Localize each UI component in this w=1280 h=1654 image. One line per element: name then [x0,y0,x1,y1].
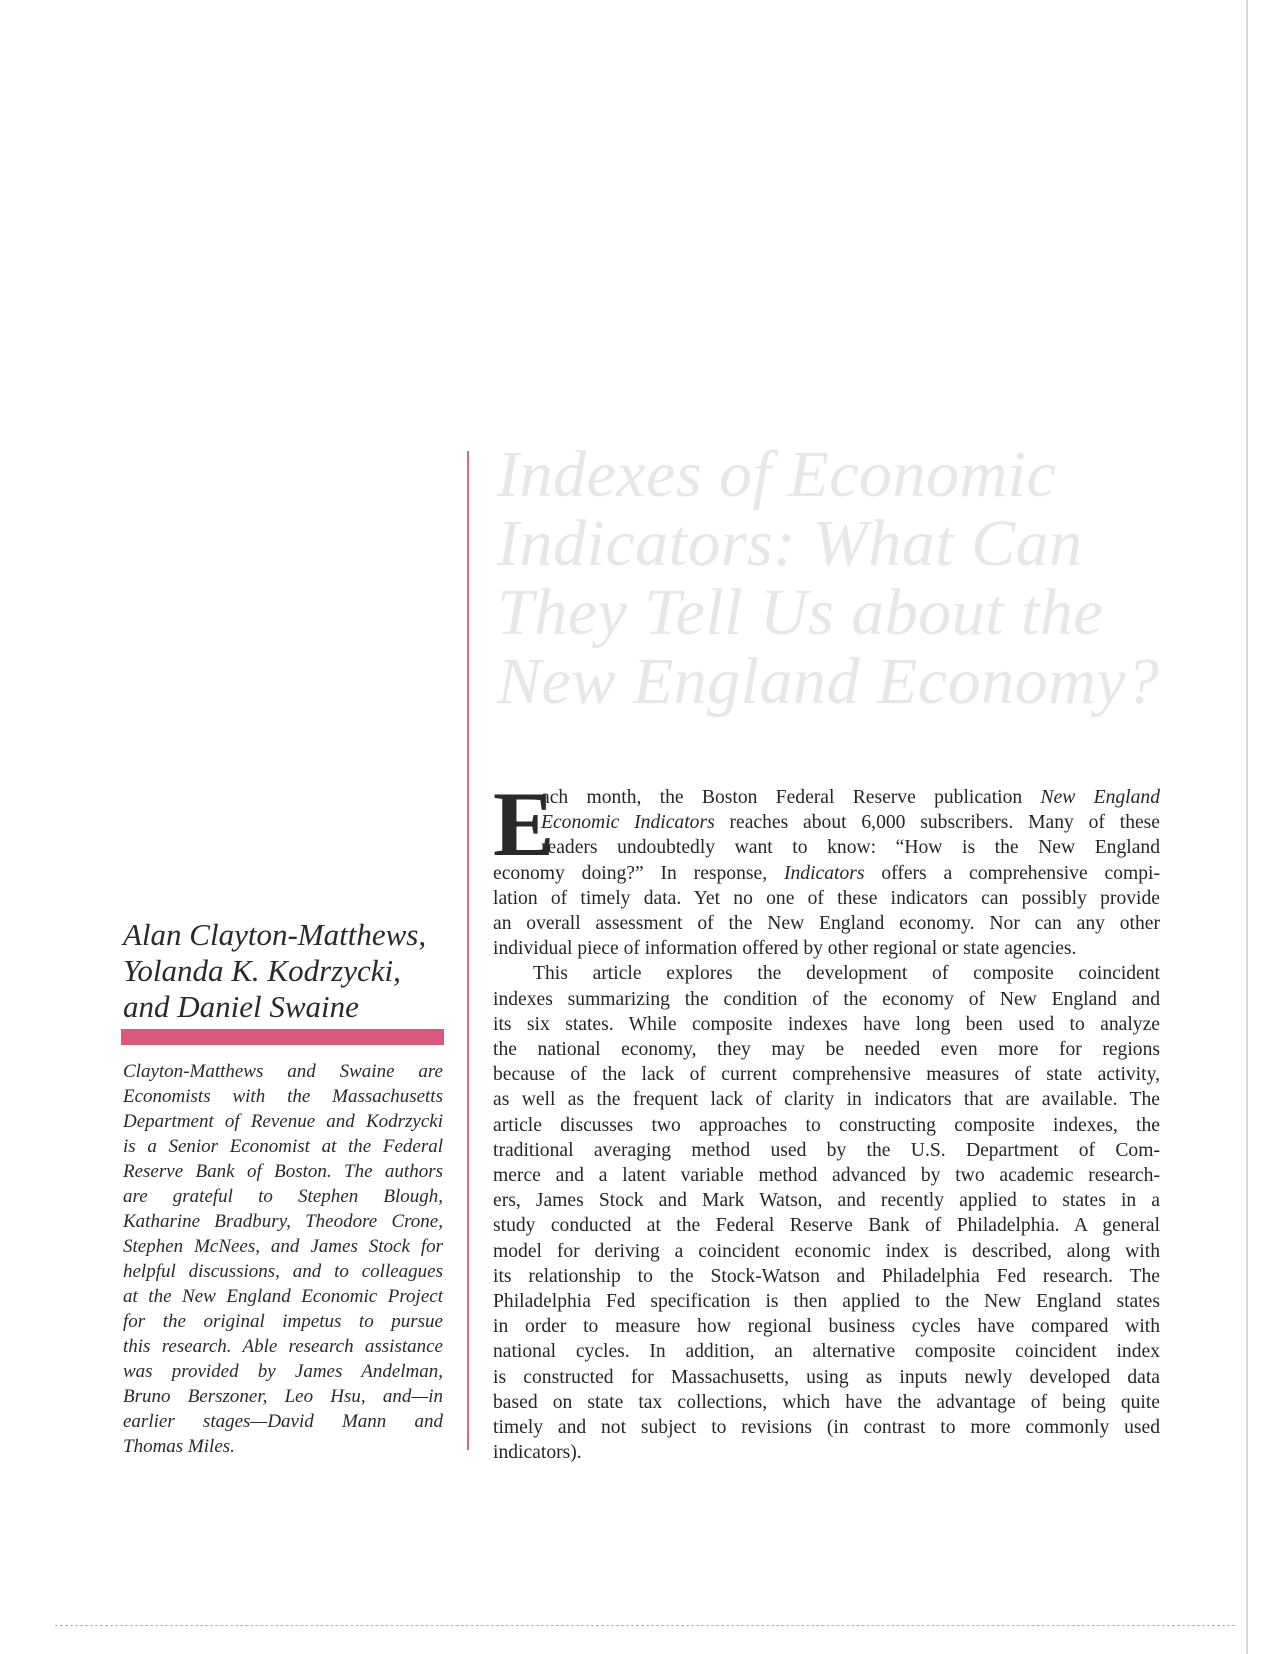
bio-line: are grateful to Stephen Blough, [123,1186,443,1207]
bio-line: earlier stages—David Mann and [123,1411,443,1432]
body-line: the national economy, they may be needed even more for regions [493,1039,1160,1061]
bio-line: this research. Able research assistance [123,1336,443,1357]
body-line: merce and a latent variable method advanced by two academic research- [493,1165,1160,1187]
body-line: based on state tax collections, which have the advantage of being quite [493,1391,1160,1413]
body-line: ers, James Stock and Mark Watson, and recently applied to states in a [493,1190,1160,1212]
body-line: timely and not subject to revisions (in contrast to more commonly used [493,1417,1160,1439]
bio-line: is a Senior Economist at the Federal [123,1136,443,1157]
column-divider [467,451,469,1450]
body-line: as well as the frequent lack of clarity in indicators that are available. The [493,1089,1160,1111]
bottom-rule [55,1625,1235,1626]
author-line: and Daniel Swaine [123,989,359,1024]
body-line: readers undoubtedly want to know: “How is the New England [541,837,1160,859]
body-line: an overall assessment of the New England economy. Nor can any other [493,913,1160,935]
bio-line: Stephen McNees, and James Stock for [123,1236,443,1257]
body-line: This article explores the development of composite coincident [533,963,1160,985]
title-line: Indexes of Economic [497,438,1057,511]
article-title [497,440,1197,716]
bio-line: Thomas Miles. [123,1436,235,1457]
body-line: lation of timely data. Yet no one of these indicators can possibly provide [493,887,1160,909]
body-line: traditional averaging method used by the U.S. Department of Com- [493,1139,1160,1161]
bio-line: Katharine Bradbury, Theodore Crone, [123,1211,443,1232]
body-line: study conducted at the Federal Reserve Bank of Philadelphia. A general [493,1215,1160,1237]
author-line: Yolanda K. Kodrzycki, [123,953,401,988]
body-line: article discusses two approaches to constructing composite indexes, the [493,1114,1160,1136]
body-line: indicators). [493,1442,582,1464]
bio-line: Department of Revenue and Kodrzycki [123,1111,443,1132]
accent-bar [121,1029,444,1045]
body-line: national cycles. In addition, an alternative composite coincident index [493,1341,1160,1363]
text-run: offers a comprehensive compi- [864,862,1160,884]
publication-name: New England [1040,787,1160,808]
body-line: individual piece of information offered by other regional or state agencies. [493,938,1077,960]
bio-line: Bruno Berszoner, Leo Hsu, and—in [123,1386,443,1407]
author-names [123,917,453,1025]
body-line [493,861,1160,886]
text-run: ach month, the Boston Federal Reserve publication [541,787,1041,808]
text-run: economy doing?” In response, [493,862,784,884]
bio-line: Economists with the Massachusetts [123,1086,443,1107]
body-line [493,785,1160,810]
publication-name: Economic Indicators [541,812,715,834]
bio-line: for the original impetus to pursue [123,1311,443,1332]
body-line: in order to measure how regional business cycles have compared with [493,1316,1160,1338]
bio-line: Reserve Bank of Boston. The authors [123,1161,443,1182]
text-run: reaches about 6,000 subscribers. Many of these [714,812,1161,834]
body-line: its relationship to the Stock-Watson and Philadelphia Fed research. The [493,1265,1160,1287]
body-line: indexes summarizing the condition of the economy of New England and [493,988,1160,1010]
title-line: New England Economy? [497,645,1160,718]
article-body [493,773,1161,1465]
bio-line: Clayton-Matthews and Swaine are [123,1061,443,1082]
body-line: is constructed for Massachusetts, using as inputs newly developed data [493,1366,1160,1388]
body-line: Philadelphia Fed specification is then applied to the New England states [493,1291,1160,1313]
author-line: Alan Clayton-Matthews, [123,917,427,952]
body-line: because of the lack of current comprehensive measures of state activity, [493,1064,1160,1086]
page-edge [1246,0,1248,1654]
body-line: its six states. While composite indexes have long been used to analyze [493,1013,1160,1035]
title-line: Indicators: What Can [497,507,1083,580]
bio-line: at the New England Economic Project [123,1286,443,1307]
drop-cap: E [493,773,555,875]
body-line [493,810,1160,835]
bio-line: helpful discussions, and to colleagues [123,1261,443,1282]
author-bio [123,1059,443,1459]
bio-line: was provided by James Andelman, [123,1361,443,1382]
publication-name: Indicators [783,862,865,884]
body-line: model for deriving a coincident economic index is described, along with [493,1240,1160,1262]
title-line: They Tell Us about the [497,576,1104,649]
paragraph-1 [493,773,1161,961]
paragraph-2 [493,961,1160,1465]
